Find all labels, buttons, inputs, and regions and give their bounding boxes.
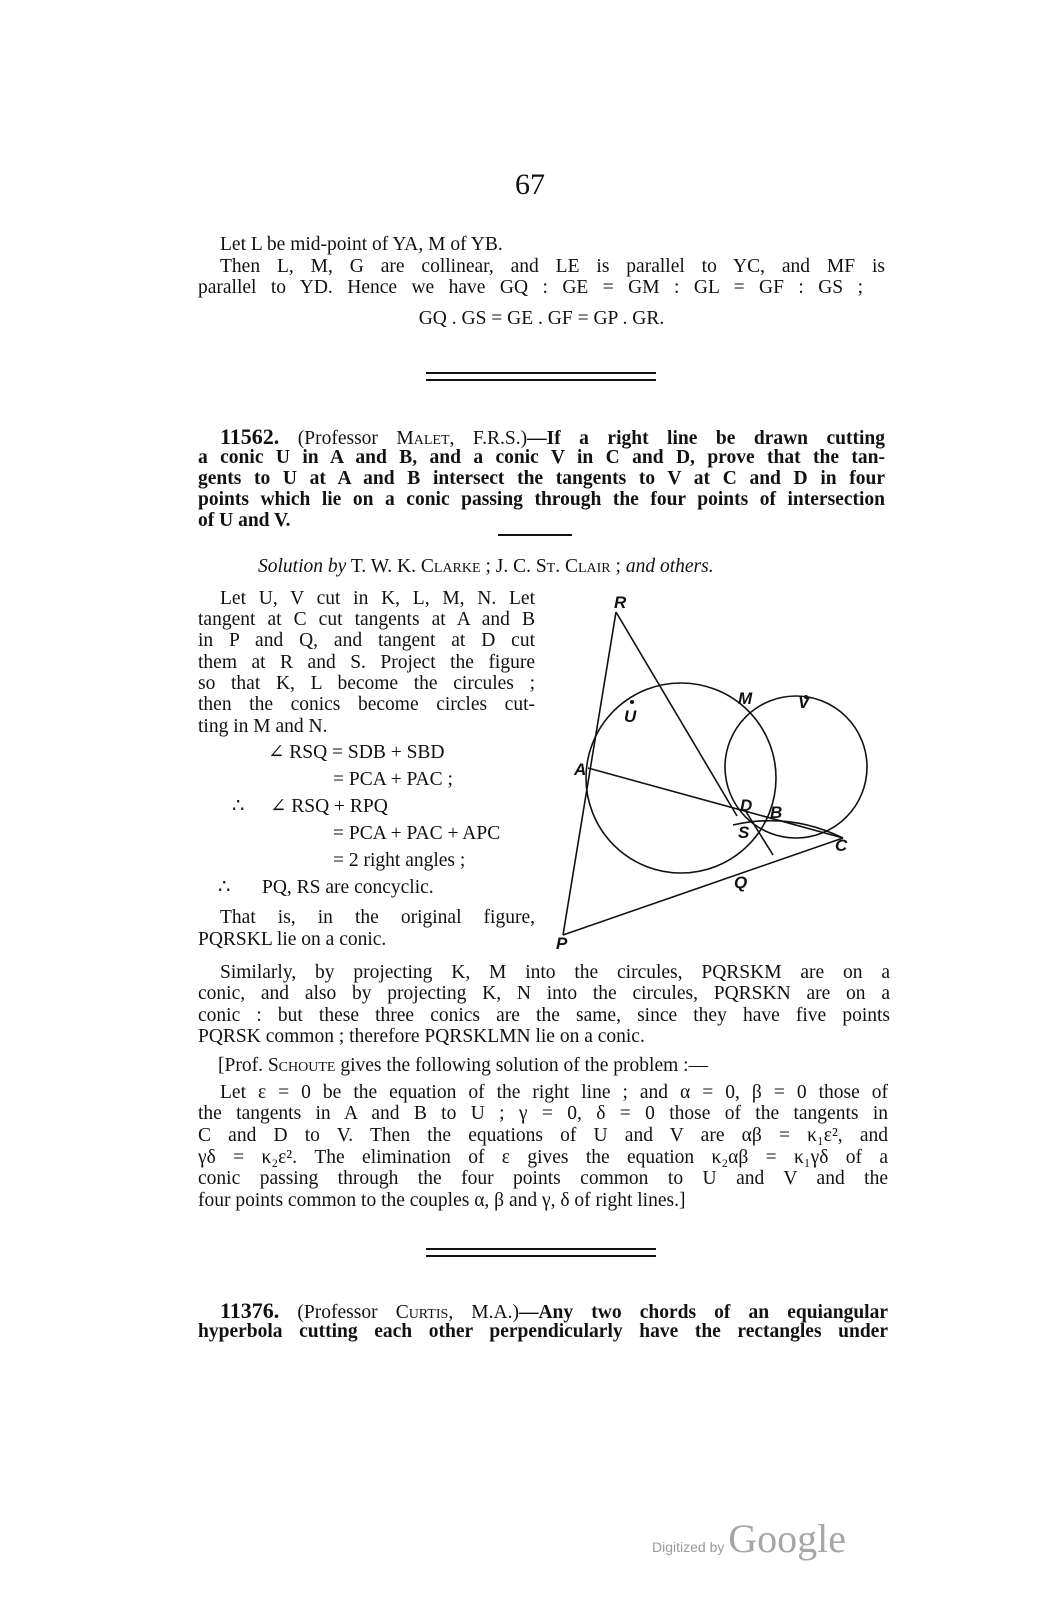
author-name: Curtis	[395, 1302, 449, 1323]
question-text: a conic U in A and B, and a conic V in C and D, prove that the tan-	[198, 447, 885, 468]
author-open: (Professor	[279, 428, 397, 449]
equation: ∠ RSQ + RPQ	[270, 796, 388, 817]
label-b: B	[770, 803, 783, 822]
others: and others.	[625, 556, 714, 577]
text-line: Let L be mid-point of YA, M of YB.	[220, 234, 503, 255]
circle-u	[586, 683, 776, 873]
label-a: A	[574, 760, 587, 779]
solution-text: tangent at C cut tangents at A and B	[198, 609, 535, 630]
short-divider	[498, 534, 572, 536]
label-p: P	[556, 934, 568, 953]
section-divider	[426, 1248, 656, 1257]
question-text: of U and V.	[198, 510, 291, 531]
equation: = PCA + PAC ;	[333, 769, 453, 790]
question-text: gents to U at A and B intersect the tangents to V at C and D in four	[198, 468, 885, 489]
label-m: M	[738, 689, 753, 708]
solution-text: That is, in the original figure,	[220, 907, 535, 928]
solver: T. W. K.	[350, 556, 421, 577]
label-c: C	[835, 836, 848, 855]
question-text: points which lie on a conic passing through the four points of intersection	[198, 489, 885, 510]
label-d: D	[740, 796, 753, 815]
schoute-prefix: [Prof.	[218, 1055, 268, 1076]
schoute-name: Schoute	[267, 1055, 336, 1076]
solver-name: Clarke	[420, 556, 481, 577]
solution-text: PQRSK common ; therefore PQRSKLMN lie on a conic.	[198, 1026, 645, 1047]
solution-text: ting in M and N.	[198, 716, 328, 737]
author-close: , F.R.S.)	[449, 428, 528, 449]
solution-credit	[258, 556, 714, 578]
solution-text: PQRSKL lie on a conic.	[198, 929, 387, 950]
page-number: 67	[515, 168, 545, 201]
geometry-figure	[540, 580, 880, 960]
google-logo: Google	[728, 1516, 847, 1561]
label-u: U	[624, 707, 637, 726]
solution-text: Similarly, by projecting K, M into the circules, PQRSKM are on a	[220, 962, 890, 983]
solution-text: so that K, L become the circules ;	[198, 673, 535, 694]
question-number: 11376.	[220, 1298, 280, 1323]
solution-text: conic : but these three conics are the same, since they have five points	[198, 1005, 890, 1026]
solution-text: Let ε = 0 be the equation of the right line ; and α = 0, β = 0 those of	[220, 1082, 888, 1103]
schoute-suffix: gives the following solution of the problem :—	[335, 1055, 709, 1076]
label-q: Q	[734, 873, 748, 892]
line-pc	[563, 838, 843, 935]
solution-text: four points common to the couples α, β and γ, δ of right lines.]	[198, 1190, 686, 1211]
equation: ∠ RSQ = SDB + SBD	[268, 742, 445, 763]
question-text: —If a right line be drawn cutting	[527, 428, 885, 449]
solution-text: then the conics become circles cut-	[198, 694, 535, 715]
schoute-intro	[218, 1055, 708, 1077]
solution-text: conic, and also by projecting K, N into the circules, PQRSKN are on a	[198, 983, 890, 1004]
solution-text: in P and Q, and tangent at D cut	[198, 630, 535, 651]
question-text: —Any two chords of an equiangular	[518, 1302, 888, 1323]
circle-v	[725, 696, 867, 838]
author-close: , M.A.)	[448, 1302, 519, 1323]
author-name: Malet	[396, 428, 450, 449]
solution-text: them at R and S. Project the figure	[198, 652, 535, 673]
author-open: (Professor	[279, 1302, 396, 1323]
separator: ; J. C.	[480, 556, 536, 577]
solution-text: conic passing through the four points common to U and V and the	[198, 1168, 888, 1189]
solution-text: C and D to V. Then the equations of U and V are αβ = κ₁ε², and	[198, 1125, 888, 1146]
digitized-watermark	[652, 1515, 846, 1562]
equation: = PCA + PAC + APC	[333, 823, 501, 844]
question-text: hyperbola cutting each other perpendicularly have the rectangles under	[198, 1321, 888, 1342]
equation: = 2 right angles ;	[333, 850, 466, 871]
text-line: parallel to YD. Hence we have GQ : GE = GM : GL = GF : GS ;	[198, 277, 863, 298]
therefore-symbol: ∴	[218, 877, 231, 898]
section-divider	[426, 372, 656, 381]
separator: ;	[610, 556, 626, 577]
label-r: R	[614, 593, 627, 612]
solution-text: Let U, V cut in K, L, M, N. Let	[220, 588, 535, 609]
equation: GQ . GS = GE . GF = GP . GR.	[418, 308, 665, 329]
watermark-small: Digitized by	[652, 1539, 729, 1555]
text-line: Then L, M, G are collinear, and LE is parallel to YC, and MF is	[220, 256, 885, 277]
solution-text: the tangents in A and B to U ; γ = 0, δ = 0 those of the tangents in	[198, 1103, 888, 1124]
solution-by: Solution by	[258, 556, 347, 577]
equation: PQ, RS are concyclic.	[262, 877, 434, 898]
label-v: V	[798, 693, 810, 712]
question-number: 11562.	[220, 424, 280, 449]
solver-name: St. Clair	[535, 556, 611, 577]
solution-text: γδ = κ₂ε². The elimination of ε gives the equation κ₂αβ = κ₁γδ of a	[198, 1147, 888, 1168]
therefore-symbol: ∴	[232, 796, 245, 817]
label-s: S	[738, 823, 750, 842]
